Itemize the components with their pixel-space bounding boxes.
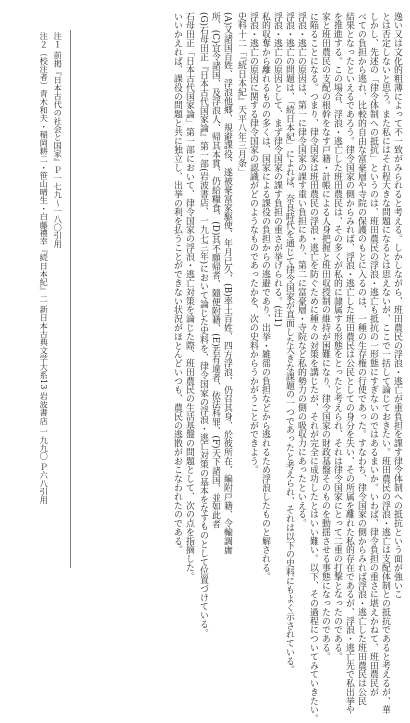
quoted-source-column: (A)又諸国百姓、浮浪他郷、規避課役、遂被豪富家駆使、年月已久、(B)率土百姓、四方浮浪、仍召其身、於彼所在、編附戸籍、令輸調庸 [221,12,232,555]
footnote-divider [70,30,71,568]
source-caption: 史料十二「『続日本紀』天平八年三月条」 [235,12,246,177]
body-text-column: 浮浪・逃亡の原因は、第一に律令国家の課す重い負担にあり、第二に富豪層・寺院など私的勢力の側の吸収力にあったといえる。 [295,12,306,528]
body-text-column: べての負担から逃れ、比較的自由な富豪層や寺院の保護のもとに入るのは、一種の生存権の行使であった。すなわち、律令国家の側からみれば浮浪・逃亡した班田農民は公民 [355,12,366,706]
body-text-column: いいかえれば、課役の問題と共に独立し、出挙の利を払うことができない状況がほとんどいつも、農民の逃散がおこなわれたのである。 [171,12,182,555]
body-text-column: 浮浪・逃亡の原因として、まず律令国家の課す負担の重さが挙げられる。(注1) [271,12,282,327]
body-text-column: 家と班田農民の支配の根幹をなす戸籍・計帳による人身把握と班田収授制の維持が困難になり、律令国家の財政基盤そのものを動揺させる事態になったのである。 [319,12,330,661]
footnote: 注２（校注者）青木和夫・稲岡耕二・笹山晴生・白藤禮幸『続日本紀』二 新日本古典文学大系13 岩波書店 一九九〇 Ｐ六八引用 [39,32,50,504]
body-text-column: 石母田正「日本古代国家論」第一部において、律令国家の浮浪・逃亡対策を論じた際、班田農民の生活基盤の問題として、次の点を指摘した。 [183,12,194,581]
quoted-source-column: 所、(C)宜令諸国、及浮浪人、帰其本貫、仍給糧食、(D)其不願帰者、隨便附籍、(E)若有違者、依法科罪、(F)天下諸国、並如此者 [209,12,220,529]
body-text-column: 浮浪・逃亡の問題は、「続日本紀」によれば、奈良時代を通じて律令国家が直面した大きな課題の一つであったと考えられ、それは以下の史料にもよく示されている。 [283,12,294,675]
body-text-column: に陥ることになる。つまり、律令国家は班田農民の浮浪・逃亡を防ぐために種々の対策を講じたが、それが完全に成功したとはいい難い。以下、その過程についてみていきたい。 [307,12,318,723]
body-text-column: しかし、先述の「律令体制への抵抗」というのは、班田農民の浮浪・逃亡も抵抗の一形態にすぎないのではあるまいか。いわば、律令負担の重さに堪えかねて、班田農民が [367,12,378,697]
footnote: 注１ 前掲『日本古代の社会と国家』Ｐ一七九〜一八〇引用 [53,32,64,248]
body-text-column: を推進する。この場合、浮浪・逃亡した班田農民は、その多くが私的に隷属する形態をとったと考えられ、それは律令国家にとって二重の打撃となったのである。 [331,12,342,661]
body-text-column: 逸い又は文化的粗薄によって不一致がみられると考える。しかしながら、班田農民の浮浪・逃亡が重負担を課す律令体制への抵抗という面が強いこ [391,12,402,599]
body-text-column: 浮浪・逃亡の原因に関する律令国家の認識がどのようなものであったかを、次の史料からうかがうことができよう。 [247,12,258,475]
body-text-column: とは否定しないと思う。また私にはそれ程大きな問題になるとは思えないが、ここで一括して論じておきたい。班田農民の浮浪・逃亡は支配体制との抵抗であると考えるが、華 [379,12,390,715]
quoted-source-column: (G)石母田正『日本古代国家論』第一部(岩波書店、一九七三年)において論じた史料を、律令国家の浮浪・逃亡対策の基本をなすものとして位置づけている。 [197,12,208,638]
body-text-column: 結果となったといえるであろう。律令国家の側からみれば、浮浪・逃亡した班田農民は公民としての身分を失い、その所属を離れた私的存在であるが、浮浪・逃亡先で私出挙や [343,12,354,715]
body-text-column: 私的収奪から離れるものの多くは、国家による課役の負担からの逃避であり、出挙・雑徭の負担などから逃れるため浮浪したものと解される。 [259,12,270,581]
